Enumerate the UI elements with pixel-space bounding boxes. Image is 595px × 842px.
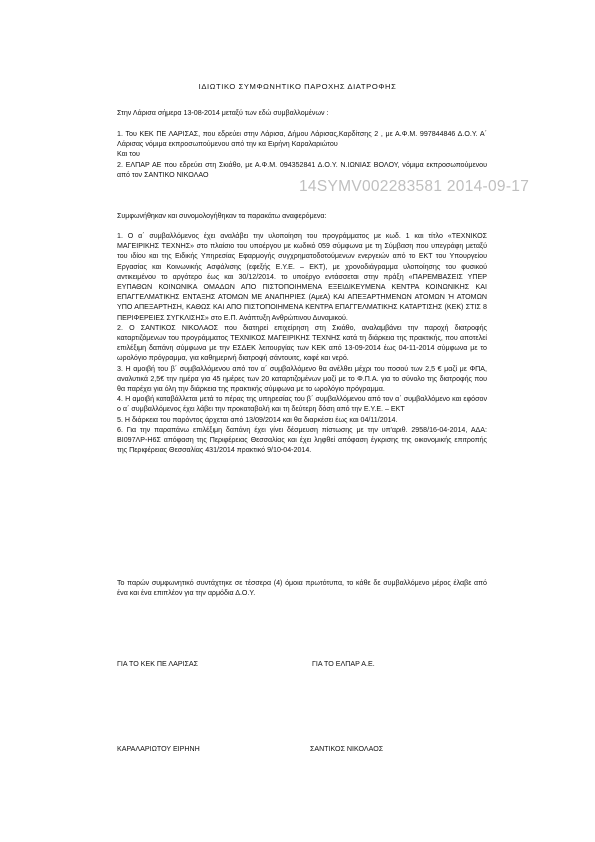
document-title: ΙΔΙΩΤΙΚΟ ΣΥΜΦΩΝΗΤΙΚΟ ΠΑΡΟΧΗΣ ΔΙΑΤΡΟΦΗΣ	[198, 82, 397, 91]
registry-watermark: 14SYMV002283581 2014-09-17	[299, 178, 530, 195]
term-3: 3. Η αμοιβή του β΄ συμβαλλόμενου από τον α΄ συμβαλλόμενο θα ανέλθει μέχρι του ποσού των 2,5 € μαζί με ΦΠΑ, αναλυτικά 2,5€ την ημέρα για 45 ημέρες των 20 καταρτιζομένων μαζί με το Φ.Π.Α. για το σύνολο της διατροφής που θα παρέχει για όλη την διάρκεια της πρακτικής σύμφωνα με το ωρολόγιο πρόγραμμα.	[117, 364, 487, 394]
agreement-line	[117, 211, 487, 221]
party-two: 2. ΕΛΠΑΡ ΑΕ που εδρεύει στη Σκιάθο, με Α.Φ.Μ. 094352841 Δ.Ο.Υ. Ν.ΙΩΝΙΑΣ ΒΟΛΟΥ, νόμιμα εκπροσωπούμενου από τον ΣΑΝΤΙΚΟ ΝΙΚΟΛΑΟ	[117, 160, 487, 179]
intro-text: Στην Λάρισα σήμερα 13-08-2014 μεταξύ των εδώ συμβαλλομένων :	[117, 109, 329, 117]
parties-section	[117, 129, 487, 180]
intro-line	[117, 108, 487, 118]
term-2: 2. Ο ΣΑΝΤΙΚΟΣ ΝΙΚΟΛΑΟΣ που διατηρεί επιχείρηση στη Σκιάθο, αναλαμβάνει την παροχή διατροφής καταρτιζόμενων του προγράμματος ΤΕΧΝΙΚΟΣ ΜΑΓΕΙΡΙΚΗΣ ΤΕΧΝΗΣ κατά τη διάρκεια της πρακτικής, που αποτελεί επιλέξιμη δαπάνη σύμφωνα με την ΕΣΔΕΚ λειτουργίας των ΚΕΚ από 13-09-2014 έως 04-11-2014 σύμφωνα με το ωρολόγιο πρόγραμμα, για καθημερινή διατροφή σάντουιτς, καφέ και νερό.	[117, 323, 487, 363]
signature-left-name: ΚΑΡΑΛΑΡΙΩΤΟΥ ΕΙΡΗΝΗ	[117, 745, 200, 753]
signature-left-label: ΓΙΑ ΤΟ ΚΕΚ ΠΕ ΛΑΡΙΣΑΣ	[117, 660, 199, 668]
party-one: 1. Του ΚΕΚ ΠΕ ΛΑΡΙΣΑΣ, που εδρεύει στην Λάρισα, Δήμου Λάρισας,Καρδίτσης 2 , με Α.Φ.Μ. 997844846 Δ.Ο.Υ. Α΄ Λάρισας νόμιμα εκπροσωπούμενου από την κα Ειρήνη Καραλαριώτου	[117, 130, 487, 149]
terms-section	[117, 231, 487, 455]
closing-text: Το παρών συμφωνητικό συντάχτηκε σε τέσσερα (4) όμοια πρωτότυπα, το κάθε δε συμβαλλόμενο μέρος έλαβε από ένα και ένα επιπλέον για την αρμόδια Δ.Ο.Υ.	[117, 579, 487, 598]
closing-section	[117, 578, 487, 598]
term-4: 4. Η αμοιβή καταβάλλεται μετά το πέρας της υπηρεσίας του β΄ συμβαλλόμενου από τον α΄ συμβαλλόμενο και εφόσον ο α΄ συμβαλλόμενος έχει λάβει την προκαταβολή και τη δεύτερη δόση από την Ε.Υ.Ε. – ΕΚΤ	[117, 395, 487, 414]
signature-right-name: ΣΑΝΤΙΚΟΣ ΝΙΚΟΛΑΟΣ	[310, 745, 384, 753]
connector-text: Και του	[117, 150, 140, 159]
agreement-text: Συμφωνήθηκαν και συνομολογήθηκαν τα παρακάτω αναφερόμενα:	[117, 212, 327, 220]
term-5: 5. Η διάρκεια του παρόντος άρχεται από 13/09/2014 και θα διαρκέσει έως και 04/11/2014.	[117, 415, 398, 424]
term-6: 6. Για την παραπάνω επιλέξιμη δαπάνη έχει γίνει δέσμευση πίστωσης με την υπ'αριθ. 2958/16-04-2014, ΑΔΑ: ΒΙ097ΛΡ-Η6Σ απόφαση της Περιφέρειας Θεσσαλίας και έχει ληφθεί απόφαση έγκρισης της οικονομικής επιτροπής της Περιφέρειας Θεσσαλίας 431/2014 πρακτικό 9/10-04-2014.	[117, 425, 487, 455]
term-1: 1. Ο α΄ συμβαλλόμενος έχει αναλάβει την υλοποίηση του προγράμματος με κωδ. 1 και τίτλο «ΤΕΧΝΙΚΟΣ ΜΑΓΕΙΡΙΚΗΣ ΤΕΧΝΗΣ» στο πλαίσιο του υποέργου με κωδικό 059 σύμφωνα με τη Σύμβαση που υπεγράφη μεταξύ του ιδίου και της Ειδικής Υπηρεσίας Εφαρμογής συγχρηματοδοτούμενων ενεργειών από το ΕΚΤ του Υπουργείου Εργασίας και Κοινωνικής Ασφάλισης (εφεξής Ε.Υ.Ε. – ΕΚΤ), με χρονοδιάγραμμα υλοποίησης του φυσικού αντικειμένου το αργότερο έως και 30/12/2014. το υποέργο εντάσσεται στην πράξη «ΠΑΡΕΜΒΑΣΕΙΣ ΥΠΕΡ ΕΥΠΑΘΩΝ ΚΟΙΝΩΝΙΚΑ ΟΜΑΔΩΝ ΑΠΟ ΠΙΣΤΟΠΟΙΗΜΕΝΑ ΕΞΕΙΔΙΚΕΥΜΕΝΑ ΚΕΝΤΡΑ ΚΟΙΝΩΝΙΚΗΣ ΚΑΙ ΕΠΑΓΓΕΛΜΑΤΙΚΗΣ ΕΝΤΑΞΗΣ ΑΤΟΜΩΝ ΜΕ ΑΝΑΠΗΡΙΕΣ (ΑμεΑ) ΚΑΙ ΑΠΕΞΑΡΤΗΜΕΝΩΝ ΑΤΟΜΩΝ Ή ΑΤΟΜΩΝ ΥΠΟ ΑΠΕΞΑΡΤΗΣΗ, ΚΑΘΩΣ ΚΑΙ ΑΠΟ ΠΙΣΤΟΠΟΙΗΜΕΝΑ ΚΕΝΤΡΑ ΕΠΑΓΓΕΛΜΑΤΙΚΗΣ ΚΑΤΑΡΤΙΣΗΣ (ΚΕΚ) ΣΤΙΣ 8 ΠΕΡΙΦΕΡΕΙΕΣ ΣΥΓΚΛΙΣΗΣ» στο Ε.Π. Ανάπτυξη Ανθρώπινου Δυναμικού.	[117, 232, 487, 322]
signature-right-label: ΓΙΑ ΤΟ ΕΛΠΑΡ Α.Ε.	[312, 660, 375, 668]
